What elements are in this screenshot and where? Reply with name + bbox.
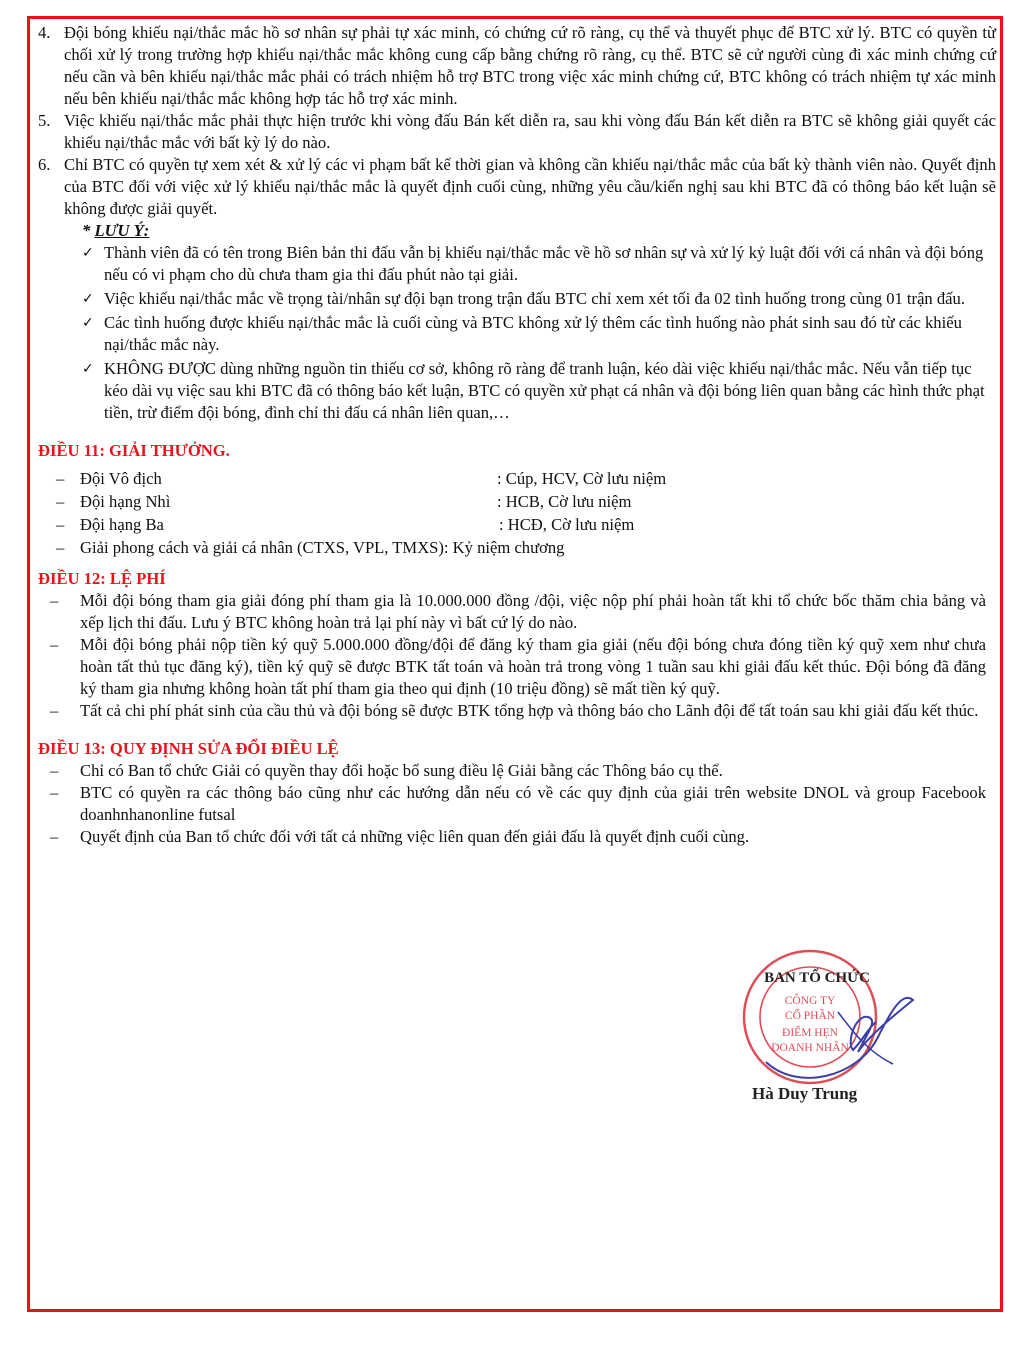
prize-name: Đội hạng Nhì (80, 492, 171, 511)
clause-text: Chỉ BTC có quyền tự xem xét & xử lý các vi phạm bất kể thời gian và không cần khiếu nại/thắc mắc của bất kỳ thành viên nào. Quyết định của BTC đối với việc xử lý khiếu nại/thắc mắc là quyết định cuối cùng, những yêu cầu/kiến nghị sau khi BTC đã có thông báo kết luận sẽ không được giải quyết. (64, 155, 996, 218)
prize-row (38, 491, 996, 514)
dash-bullet: – (50, 635, 59, 654)
article-11-heading: ĐIỀU 11: GIẢI THƯỞNG. (38, 441, 230, 460)
amendment-item (38, 760, 996, 782)
prize-value: : HCĐ, Cờ lưu niệm (499, 515, 635, 534)
note-text: Thành viên đã có tên trong Biên bản thi đấu vẫn bị khiếu nại/thắc mắc về hồ sơ nhân sự và xử lý kỷ luật đối với cá nhân và đội bóng nếu có vi phạm cho dù chưa tham gia thi đấu phút nào tại giải. (104, 243, 984, 284)
article-13-heading: ĐIỀU 13: QUY ĐỊNH SỬA ĐỔI ĐIỀU LỆ (38, 739, 339, 758)
prize-row (38, 537, 996, 560)
dash-bullet: – (56, 492, 65, 511)
amendment-text: BTC có quyền ra các thông báo cũng như các hướng dẫn nếu có về các quy định của giải trên website DNOL và group Facebook doanhnhanonline futsal (80, 783, 986, 824)
dash-bullet: – (50, 761, 59, 780)
note-item (38, 288, 996, 310)
note-item (38, 242, 996, 286)
signer-name: Hà Duy Trung (752, 1084, 858, 1103)
article-12-heading: ĐIỀU 12: LỆ PHÍ (38, 569, 166, 588)
checkmark-icon: ✓ (82, 361, 94, 377)
prize-row (38, 514, 996, 537)
svg-text:CỔ PHẦN: CỔ PHẦN (784, 1010, 836, 1022)
dash-bullet: – (56, 515, 65, 534)
clause-text: Việc khiếu nại/thắc mắc phải thực hiện trước khi vòng đấu Bán kết diễn ra, sau khi vòng đấu Bán kết diễn ra BTC sẽ không giải quyết các khiếu nại/thắc mắc với bất kỳ lý do nào. (64, 111, 996, 152)
svg-text:CÔNG TY: CÔNG TY (784, 995, 836, 1007)
clause-item (38, 154, 996, 220)
document-body (38, 22, 996, 848)
dash-bullet: – (56, 469, 65, 488)
checkmark-icon: ✓ (82, 291, 94, 307)
svg-text:ĐIỂM HẸN: ĐIỂM HẸN (782, 1027, 838, 1039)
fee-text: Tất cả chi phí phát sinh của cầu thủ và đội bóng sẽ được BTK tổng hợp và thông báo cho Lãnh đội để tất toán sau khi giải đấu kết thúc. (80, 701, 979, 720)
prize-value: : Cúp, HCV, Cờ lưu niệm (497, 469, 667, 488)
amendment-text: Chỉ có Ban tổ chức Giải có quyền thay đổi hoặc bổ sung điều lệ Giải bằng các Thông báo cụ thể. (80, 761, 723, 780)
dash-bullet: – (56, 538, 65, 557)
clause-item (38, 110, 996, 154)
clause-item (38, 22, 996, 110)
clause-number: 5. (38, 111, 51, 130)
note-text: KHÔNG ĐƯỢC dùng những nguồn tin thiếu cơ sở, không rõ ràng để tranh luận, kéo dài việc khiếu nại/thắc mắc. Nếu vẫn tiếp tục kéo dài vụ việc sau khi BTC đã có thông báo kết luận, BTC có quyền xử phạt cá nhân và đội bóng liên quan bằng các hình thức phạt tiền, trừ điểm đội bóng, đình chỉ thi đấu cá nhân liên quan,… (104, 359, 985, 422)
prize-value: : HCB, Cờ lưu niệm (497, 492, 632, 511)
note-item (38, 358, 996, 424)
dash-bullet: – (50, 783, 59, 802)
prize-name: Giải phong cách và giải cá nhân (CTXS, VPL, TMXS): Kỷ niệm chương (80, 538, 565, 557)
note-label: LƯU Ý: (94, 221, 150, 240)
svg-text:DOANH NHÂN: DOANH NHÂN (771, 1042, 849, 1054)
prize-name: Đội Vô địch (80, 469, 162, 488)
note-item (38, 312, 996, 356)
clause-number: 6. (38, 155, 51, 174)
note-prefix: * (82, 221, 95, 240)
prize-name: Đội hạng Ba (80, 515, 164, 534)
clause-number: 4. (38, 23, 51, 42)
clause-text: Đội bóng khiếu nại/thắc mắc hồ sơ nhân sự phải tự xác minh, có chứng cứ rõ ràng, cụ thể và thuyết phục để BTC xử lý. BTC có quyền từ chối xử lý trong trường hợp khiếu nại/thắc mắc không cung cấp bằng chứng rõ ràng, cụ thể. BTC sẽ cử người cùng đi xác minh chứng cứ nếu cần và bên khiếu nại/thắc mắc phải có trách nhiệm hỗ trợ BTC trong việc xác minh chứng cứ, BTC không có trách nhiệm tự xác minh nếu bên khiếu nại/thắc mắc không hợp tác hỗ trợ xác minh. (64, 23, 996, 108)
dash-bullet: – (50, 701, 59, 720)
checkmark-icon: ✓ (82, 245, 94, 261)
fee-text: Mỗi đội bóng phải nộp tiền ký quỹ 5.000.000 đồng/đội để đăng ký tham gia giải (nếu đội bóng chưa đóng tiền ký quỹ xem như chưa hoàn tất thủ tục đăng ký), tiền ký quỹ sẽ được BTK tất toán và hoàn trả trong vòng 1 tuần sau khi giải đấu kết thúc. Đội bóng đã đăng ký tham gia nhưng không hoàn tất phí tham gia theo qui định (10 triệu đồng) sẽ mất tiền ký quỹ. (80, 635, 986, 698)
amendment-item (38, 826, 996, 848)
note-text: Việc khiếu nại/thắc mắc về trọng tài/nhân sự đội bạn trong trận đấu BTC chỉ xem xét tối đa 02 tình huống trong cùng 01 trận đấu. (104, 289, 965, 308)
signature-title: BAN TỔ CHỨC (764, 970, 870, 986)
fee-item (38, 590, 996, 634)
note-title (82, 220, 996, 242)
fee-item (38, 700, 996, 722)
dash-bullet: – (50, 827, 59, 846)
checkmark-icon: ✓ (82, 315, 94, 331)
amendment-item (38, 782, 996, 826)
fee-text: Mỗi đội bóng tham gia giải đóng phí tham gia là 10.000.000 đồng /đội, việc nộp phí phải hoàn tất khi tổ chức bốc thăm chia bảng và xếp lịch thi đấu. Lưu ý BTC không hoàn trả lại phí này vì bất cứ lý do nào. (80, 591, 986, 632)
company-seal (718, 942, 918, 1092)
note-text: Các tình huống được khiếu nại/thắc mắc là cuối cùng và BTC không xử lý thêm các tình huống nào phát sinh sau đó từ các khiếu nại/thắc mắc này. (104, 313, 962, 354)
prize-row (38, 468, 996, 491)
amendment-text: Quyết định của Ban tổ chức đối với tất cả những việc liên quan đến giải đấu là quyết định cuối cùng. (80, 827, 750, 846)
dash-bullet: – (50, 591, 59, 610)
fee-item (38, 634, 996, 700)
